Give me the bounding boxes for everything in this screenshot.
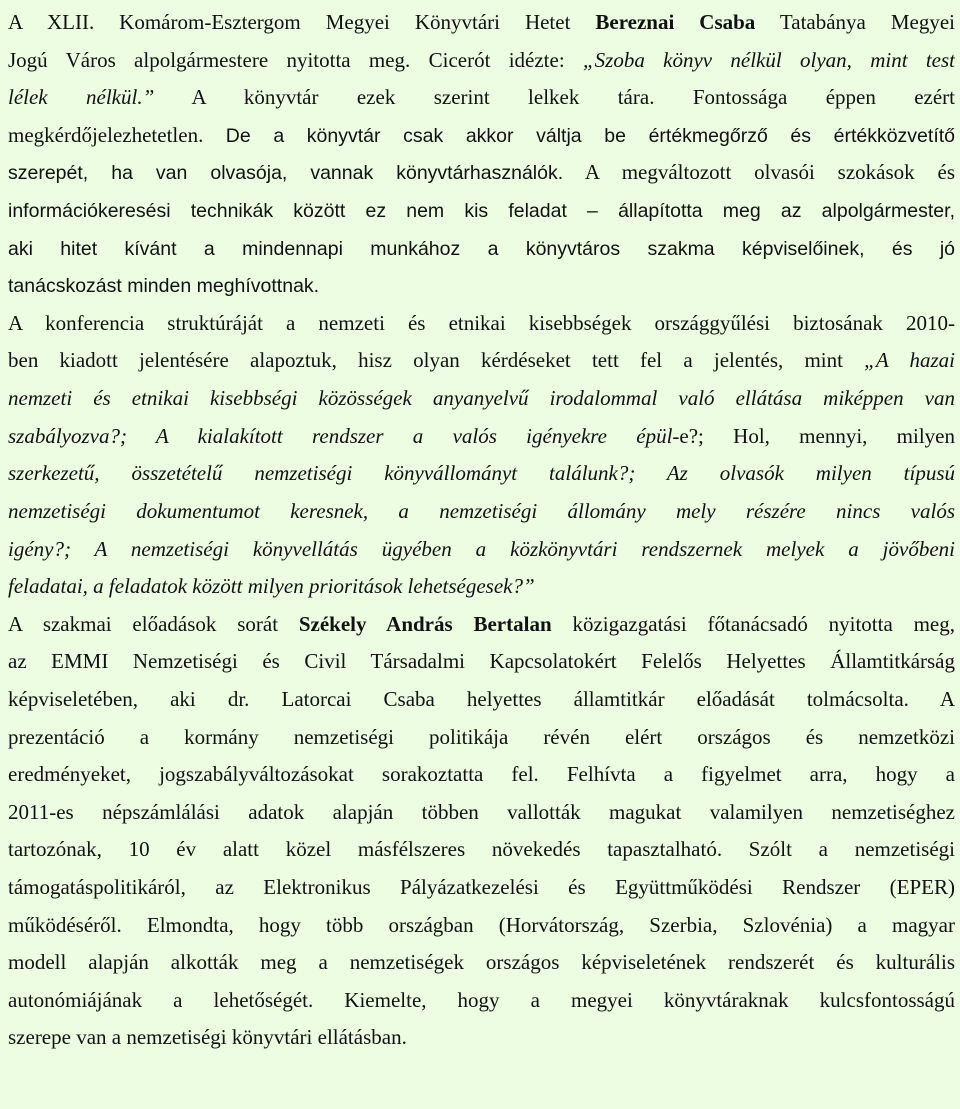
text-segment: A megváltozott olvasói szokások és — [563, 160, 955, 185]
text-segment: információkeresési technikák között ez nem kis feladat – állapította meg az alpolgármester, — [8, 200, 955, 223]
italic-text: szabályozva?; A kialakított rendszer a valós igényekre épül — [8, 423, 673, 448]
text-line — [8, 267, 955, 305]
text-segment: A könyvtár ezek szerint lelkek tára. Fontossága éppen ezért — [154, 85, 955, 110]
text-line — [8, 531, 955, 569]
text-line — [8, 982, 955, 1020]
text-segment: modell alapján alkották meg a nemzetiségek országos képviseletének rendszerét és kulturális — [8, 950, 955, 975]
text-line — [8, 869, 955, 907]
italic-text: szerkezetű, összetételű nemzetiségi könyvállományt találunk?; Az olvasók milyen típusú — [8, 461, 955, 486]
text-line — [8, 568, 955, 606]
italic-text: „Szoba könyv nélkül olyan, mint test — [582, 47, 955, 72]
text-line — [8, 944, 955, 982]
text-segment: prezentáció a kormány nemzetiségi politikája révén elért országos és nemzetközi — [8, 724, 955, 749]
italic-text: nemzeti és etnikai kisebbségi közösségek anyanyelvű irodalommal való ellátása miképpen van — [8, 386, 955, 411]
text-line — [8, 4, 955, 42]
bold-name: Székely András Bertalan — [298, 611, 552, 636]
text-segment: eredményeket, jogszabályváltozásokat sorakoztatta fel. Felhívta a figyelmet arra, hogy a — [8, 762, 955, 787]
text-line — [8, 380, 955, 418]
italic-text: igény?; A nemzetiségi könyvellátás ügyében a közkönyvtári rendszernek melyek a jövőbeni — [8, 536, 955, 561]
text-line — [8, 643, 955, 681]
paragraph — [8, 305, 955, 606]
text-line — [8, 719, 955, 757]
text-segment: Jogú Város alpolgármestere nyitotta meg. Cicerót idézte: — [8, 47, 583, 72]
text-segment: tanácskozást minden meghívottnak. — [8, 275, 320, 298]
text-segment: A XLII. Komárom-Esztergom Megyei Könyvtári Hetet — [8, 10, 596, 34]
text-segment: Tatabánya Megyei — [755, 10, 955, 34]
text-line — [8, 192, 955, 230]
text-line — [8, 493, 955, 531]
text-segment: A konferencia struktúráját a nemzeti és etnikai kisebbségek országgyűlési biztosának 2010- — [8, 310, 955, 335]
text-line — [8, 305, 955, 343]
paragraph — [8, 606, 955, 1057]
text-segment: De a könyvtár csak akkor váltja be értékmegőrző és értékközvetítő — [225, 124, 955, 147]
paragraph — [8, 4, 955, 305]
text-segment: -e?; Hol, mennyi, milyen — [672, 423, 955, 448]
text-line — [8, 681, 955, 719]
text-segment: megkérdőjelezhetetlen. — [8, 122, 226, 147]
text-segment: 2011-es népszámlálási adatok alapján többen vallották magukat valamilyen nemzetiséghez — [8, 799, 955, 824]
text-segment: szerepe van a nemzetiségi könyvtári ellátásban. — [8, 1025, 407, 1050]
text-line — [8, 230, 955, 268]
text-line — [8, 1019, 955, 1057]
text-line — [8, 154, 955, 192]
text-segment: közigazgatási főtanácsadó nyitotta meg, — [551, 611, 955, 636]
text-line — [8, 42, 955, 80]
text-segment: szerepét, ha van olvasója, vannak könyvtárhasználók. — [8, 162, 564, 185]
text-segment: ben kiadott jelentésére alapoztuk, hisz olyan kérdéseket tett fel a jelentés, mint — [8, 348, 865, 373]
text-segment: autonómiájának a lehetőségét. Kiemelte, hogy a megyei könyvtáraknak kulcsfontosságú — [8, 987, 955, 1012]
document-body — [8, 4, 955, 1057]
text-line — [8, 117, 955, 155]
italic-text: „A hazai — [864, 348, 955, 373]
text-segment: az EMMI Nemzetiségi és Civil Társadalmi Kapcsolatokért Felelős Helyettes Államtitkárság — [8, 649, 955, 674]
text-line — [8, 907, 955, 945]
italic-text: lélek nélkül.” — [8, 85, 155, 110]
italic-text: nemzetiségi dokumentumot keresnek, a nemzetiségi állomány mely részére nincs valós — [8, 498, 955, 523]
text-segment: aki hitet kívánt a mindennapi munkához a könyvtáros szakma képviselőinek, és jó — [8, 237, 955, 260]
bold-name: Bereznai Csaba — [595, 10, 756, 34]
text-line — [8, 418, 955, 456]
text-line — [8, 342, 955, 380]
text-line — [8, 756, 955, 794]
text-line — [8, 831, 955, 869]
text-line — [8, 606, 955, 644]
italic-text: feladatai, a feladatok között milyen prioritások lehetségesek?” — [8, 574, 535, 599]
text-segment: A szakmai előadások sorát — [8, 611, 299, 636]
text-line — [8, 455, 955, 493]
text-segment: támogatáspolitikáról, az Elektronikus Pályázatkezelési és Együttműködési Rendszer (EPER) — [8, 875, 955, 900]
text-line — [8, 794, 955, 832]
text-segment: tartozónak, 10 év alatt közel másfélszeres növekedés tapasztalható. Szólt a nemzetiségi — [8, 837, 955, 862]
text-segment: képviseletében, aki dr. Latorcai Csaba helyettes államtitkár előadását tolmácsolta. A — [8, 686, 955, 711]
text-segment: működéséről. Elmondta, hogy több országban (Horvátország, Szerbia, Szlovénia) a magyar — [8, 912, 955, 937]
text-line — [8, 79, 955, 117]
